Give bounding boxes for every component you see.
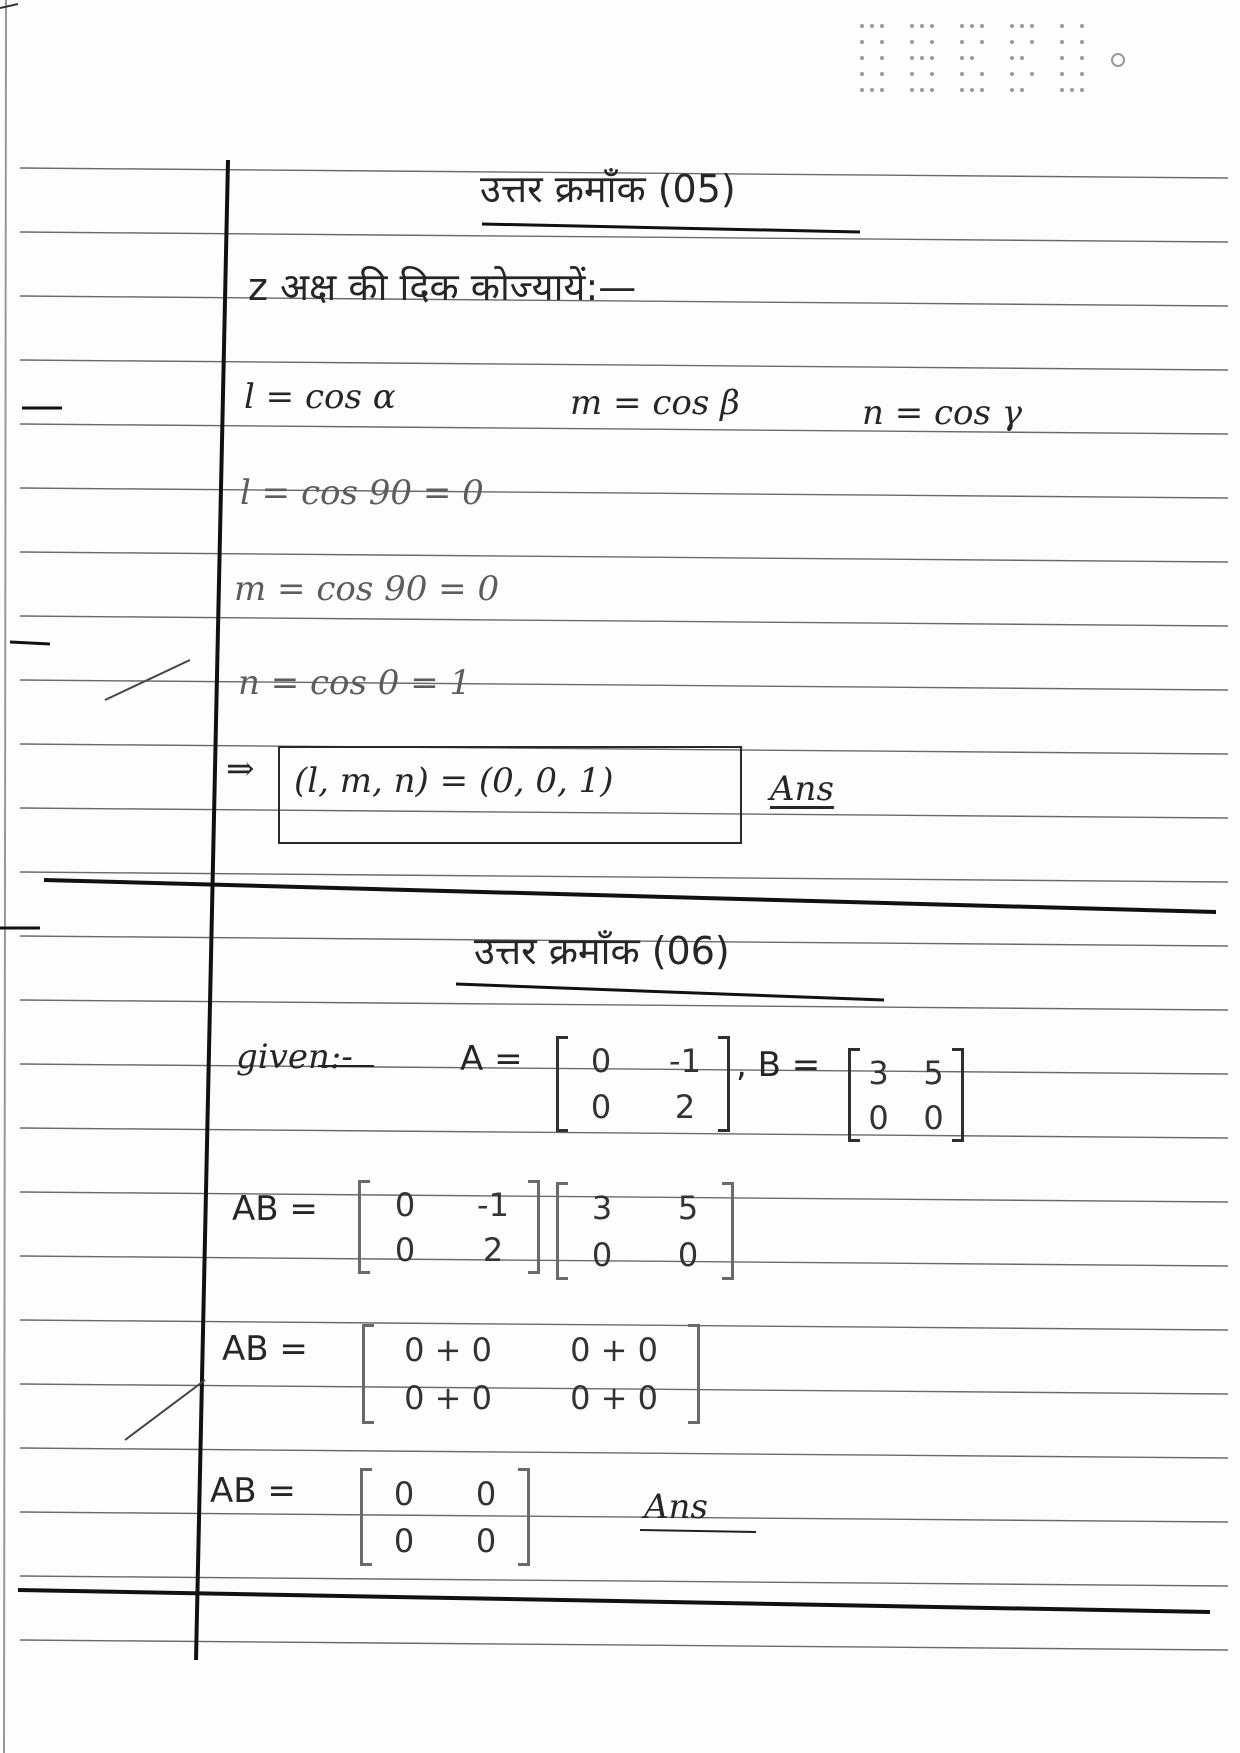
ab2-cell: 0 + 0 [404, 1379, 492, 1417]
ab1-left-matrix [358, 1182, 540, 1272]
ab1-right-cell: 3 [591, 1188, 613, 1227]
ab1-left-cell: 0 [394, 1185, 416, 1224]
ab1-right-cell: 5 [677, 1188, 699, 1227]
q5-step-n: n = cos 0 = 1 [238, 663, 472, 703]
q6-a-label: A = [460, 1039, 523, 1079]
ab3-cell: 0 [393, 1474, 415, 1513]
ab1-right-cell: 0 [591, 1235, 613, 1274]
ab2-matrix [362, 1326, 700, 1422]
ab1-left-cell: -1 [477, 1185, 509, 1224]
ab2-cell: 0 + 0 [570, 1379, 658, 1417]
q5-step-m: m = cos 90 = 0 [234, 569, 500, 609]
ab-label-2: AB = [222, 1329, 308, 1369]
matrix-a-cell: 0 [590, 1042, 612, 1080]
ab1-right-matrix [556, 1184, 734, 1278]
q5-result: (l, m, n) = (0, 0, 1) [294, 761, 614, 801]
ab-label-3: AB = [210, 1471, 296, 1511]
q5-line-l: l = cos α [244, 377, 396, 417]
q5-ans-word: Ans [770, 769, 834, 809]
q5-line-n: n = cos γ [862, 393, 1023, 433]
ab2-cell: 0 + 0 [570, 1331, 658, 1369]
implies-arrow: ⇒ [226, 749, 255, 789]
matrix-b-cell: 0 [923, 1098, 944, 1137]
ab3-matrix [360, 1470, 530, 1564]
matrix-b-cell: 0 [868, 1098, 889, 1137]
ab-label-1: AB = [232, 1189, 318, 1229]
matrix-a-cell: -1 [669, 1042, 701, 1080]
matrix-a-cell: 0 [590, 1088, 612, 1126]
ab3-cells [363, 1470, 527, 1564]
q6-b-label: , B = [736, 1045, 821, 1085]
ab3-cell: 0 [475, 1474, 497, 1513]
matrix-b [848, 1050, 964, 1140]
ab3-cell: 0 [393, 1521, 415, 1560]
q5-line-m: m = cos β [570, 383, 740, 423]
matrix-b-cell: 3 [868, 1053, 889, 1092]
ab3-cell: 0 [475, 1521, 497, 1560]
ab1-right-cells [559, 1184, 731, 1278]
q5-heading: उत्तर क्रमाँक (05) [480, 167, 736, 211]
matrix-a [556, 1038, 730, 1130]
matrix-b-cells [851, 1050, 961, 1140]
dot-stamp [858, 20, 1130, 98]
ab1-left-cell: 2 [482, 1230, 504, 1269]
q5-step-l: l = cos 90 = 0 [240, 473, 484, 513]
ab1-left-cells [361, 1182, 537, 1272]
q6-heading: उत्तर क्रमाँक (06) [474, 929, 730, 973]
matrix-b-cell: 5 [923, 1053, 944, 1092]
matrix-a-cell: 2 [674, 1088, 696, 1126]
q6-given-label: given:- [236, 1037, 353, 1077]
ab2-cells [365, 1326, 697, 1422]
q6-ans: Ans [644, 1487, 708, 1527]
matrix-a-cells [559, 1038, 727, 1130]
ab1-right-cell: 0 [677, 1235, 699, 1274]
ab1-left-cell: 0 [394, 1230, 416, 1269]
q5-intro: z अक्ष की दिक कोज्यायें:— [248, 265, 637, 309]
ab2-cell: 0 + 0 [404, 1331, 492, 1369]
q5-ans [770, 769, 834, 809]
